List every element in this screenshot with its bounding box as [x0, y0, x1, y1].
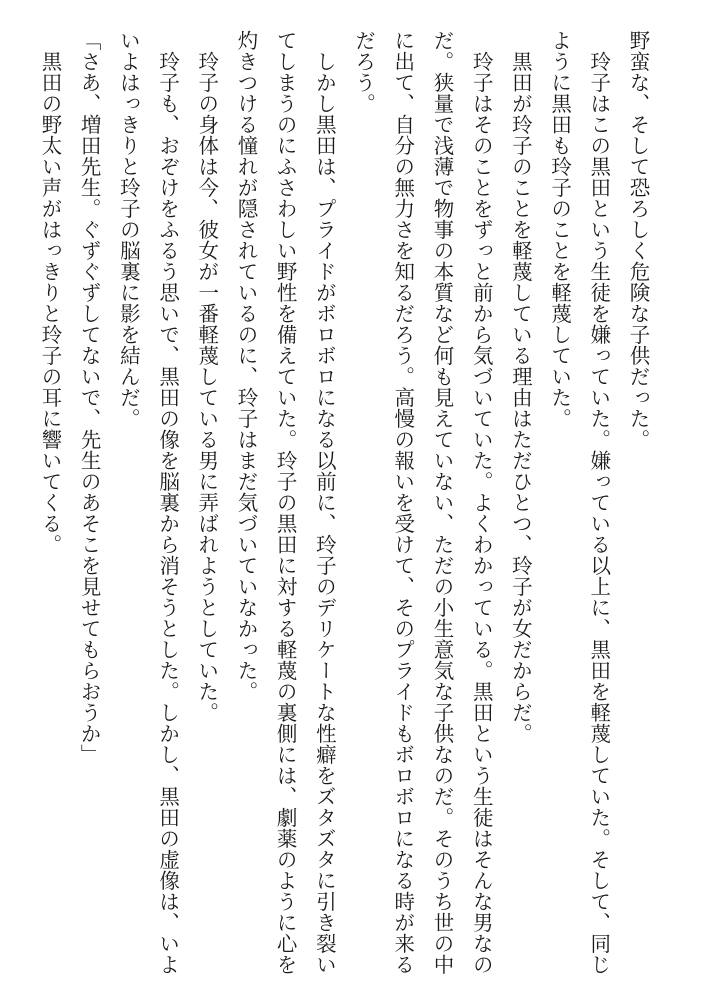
paragraph: 黒田の野太い声がはっきりと玲子の耳に響いてくる。 [37, 30, 62, 555]
paragraph: 玲子も、おぞけをふるう思いで、黒田の像を脳裏から消そうとした。しかし、黒田の虚像は、いよいよはっきりと玲子の脳裏に影を結んだ。 [116, 30, 180, 975]
paragraph: しかし黒田は、プライドがボロボロになる以前に、玲子のデリケートな性癖をズタズタに引き裂いてしまうのにふさわしい野性を備えていた。玲子の黒田に対する軽蔑の裏側には、劇薬のように心を灼きつける憧れが隠されているのに、玲子はまだ気づいていなかった。 [233, 30, 337, 975]
vertical-text-body [30, 30, 657, 975]
paragraph: 玲子はそのことをずっと前から気づいていた。よくわかっている。黒田という生徒はそんな男なのだ。狭量で浅薄で物事の本質など何も見えていない、ただの小生意気な子供なのだ。そのうち世の中に出て、自分の無力さを知るだろう。高慢の報いを受けて、そのプライドもボロボロになる時が来るだろう。 [351, 30, 494, 975]
paragraph: 玲子はこの黒田という生徒を嫌っていた。嫌っている以上に、黒田を軽蔑していた。そして、同じように黒田も玲子のことを軽蔑していた。 [547, 30, 611, 975]
paragraph: 黒田が玲子のことを軽蔑している理由はただひとつ、玲子が女だからだ。 [508, 30, 533, 744]
paragraph: 「さあ、増田先生。ぐずぐずしてないで、先生のあそこを見せてもらおうか」 [77, 30, 102, 765]
paragraph: 野蛮な、そして恐ろしく危険な子供だった。 [626, 30, 650, 450]
paragraph: 玲子の身体は今、彼女が一番軽蔑している男に弄ばれようとしていた。 [194, 30, 219, 723]
